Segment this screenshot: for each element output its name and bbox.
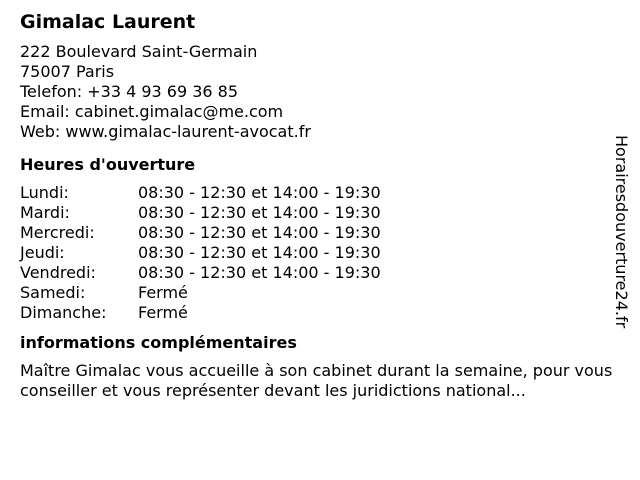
hours-time: Fermé: [138, 283, 188, 302]
business-name: Gimalac Laurent: [20, 11, 196, 33]
hours-day: Samedi:: [20, 283, 86, 302]
hours-time: 08:30 - 12:30 et 14:00 - 19:30: [138, 203, 381, 222]
hours-day: Lundi:: [20, 183, 69, 202]
hours-row-wednesday: [20, 223, 620, 243]
hours-time: 08:30 - 12:30 et 14:00 - 19:30: [138, 183, 381, 202]
hours-row-thursday: [20, 243, 620, 263]
address-street: 222 Boulevard Saint-Germain: [20, 42, 258, 61]
business-card: [20, 10, 620, 401]
hours-table: [20, 183, 620, 323]
hours-day: Mardi:: [20, 203, 70, 222]
hours-row-saturday: [20, 283, 620, 303]
info-text: Maître Gimalac vous accueille à son cabinet durant la semaine, pour vous conseiller et vous représenter devant les juridictions national...: [20, 361, 613, 400]
hours-day: Mercredi:: [20, 223, 95, 242]
website-line: Web: www.gimalac-laurent-avocat.fr: [20, 122, 311, 141]
hours-day: Jeudi:: [20, 243, 65, 262]
hours-row-sunday: [20, 303, 620, 323]
hours-row-friday: [20, 263, 620, 283]
hours-time: 08:30 - 12:30 et 14:00 - 19:30: [138, 223, 381, 242]
site-watermark: Horairesdouverture24.fr: [612, 135, 631, 329]
contact-block: [20, 42, 620, 142]
hours-day: Dimanche:: [20, 303, 107, 322]
address-city: 75007 Paris: [20, 62, 115, 81]
phone-line: Telefon: +33 4 93 69 36 85: [20, 82, 239, 101]
email-line: Email: cabinet.gimalac@me.com: [20, 102, 284, 121]
hours-row-monday: [20, 183, 620, 203]
hours-time: Fermé: [138, 303, 188, 322]
hours-time: 08:30 - 12:30 et 14:00 - 19:30: [138, 243, 381, 262]
hours-heading: Heures d'ouverture: [20, 155, 196, 174]
hours-time: 08:30 - 12:30 et 14:00 - 19:30: [138, 263, 381, 282]
hours-day: Vendredi:: [20, 263, 96, 282]
hours-row-tuesday: [20, 203, 620, 223]
info-heading: informations complémentaires: [20, 333, 297, 352]
